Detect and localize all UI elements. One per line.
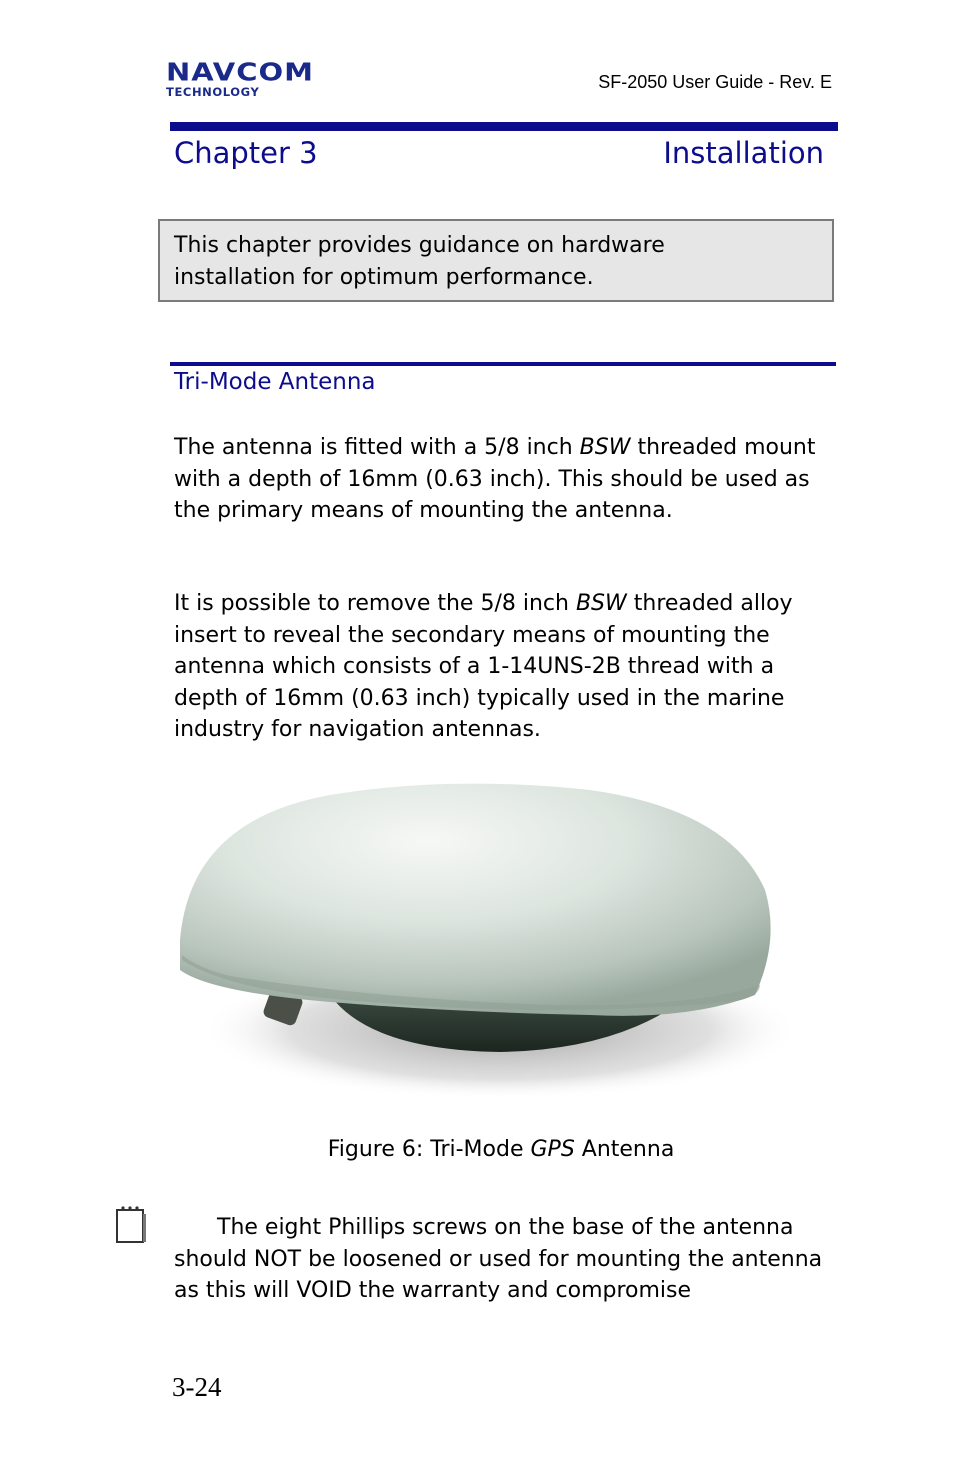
section-title: Tri-Mode Antenna bbox=[174, 369, 376, 395]
document-title: SF-2050 User Guide - Rev. E bbox=[598, 72, 832, 92]
note-text: The eight Phillips screws on the base of the antenna should NOT be loosened or used for mounting the antenna as this will VOID the warranty and compromise bbox=[174, 1215, 823, 1303]
p2-text-b: threaded alloy insert to reveal the secondary means of mounting the antenna which consists of a 1-14UNS-2B thread with a depth of 16mm (0.63 inch) typically used in the marine industry for navigation antennas. bbox=[174, 591, 793, 742]
chapter-rule bbox=[170, 122, 838, 131]
figure-caption bbox=[0, 1137, 954, 1162]
page-number: 3-24 bbox=[172, 1372, 222, 1402]
p1-emphasis: BSW bbox=[579, 435, 631, 460]
p1-text-b: threaded mount with a depth of 16mm (0.63 inch). This should be used as the primary means of mounting the antenna. bbox=[174, 435, 816, 523]
antenna-figure bbox=[170, 780, 810, 1120]
chapter-title: Installation bbox=[663, 136, 824, 170]
p1-text-a: The antenna is fitted with a 5/8 inch bbox=[174, 435, 580, 460]
chapter-summary-box bbox=[158, 219, 834, 302]
chapter-label: Chapter 3 bbox=[174, 136, 318, 170]
navcom-logo bbox=[166, 57, 350, 99]
p2-text-a: It is possible to remove the 5/8 inch bbox=[174, 591, 576, 616]
chapter-summary-text: This chapter provides guidance on hardware installation for optimum performance. bbox=[174, 233, 665, 290]
chapter-heading bbox=[174, 136, 824, 176]
logo-sub-text: TECHNOLOGY bbox=[166, 85, 260, 99]
caption-text-a: Figure 6: Tri-Mode bbox=[327, 1137, 531, 1162]
logo-main-text: NAVCOM bbox=[166, 57, 314, 87]
paragraph-primary-mount bbox=[174, 432, 839, 527]
antenna-photo bbox=[170, 780, 810, 1120]
caption-emphasis: GPS bbox=[530, 1137, 575, 1162]
caption-text-b: Antenna bbox=[574, 1137, 675, 1162]
note-icon bbox=[114, 1204, 148, 1244]
section-rule bbox=[170, 362, 836, 366]
paragraph-secondary-mount bbox=[174, 588, 839, 746]
p2-emphasis: BSW bbox=[575, 591, 627, 616]
antenna-dome bbox=[180, 784, 771, 1016]
